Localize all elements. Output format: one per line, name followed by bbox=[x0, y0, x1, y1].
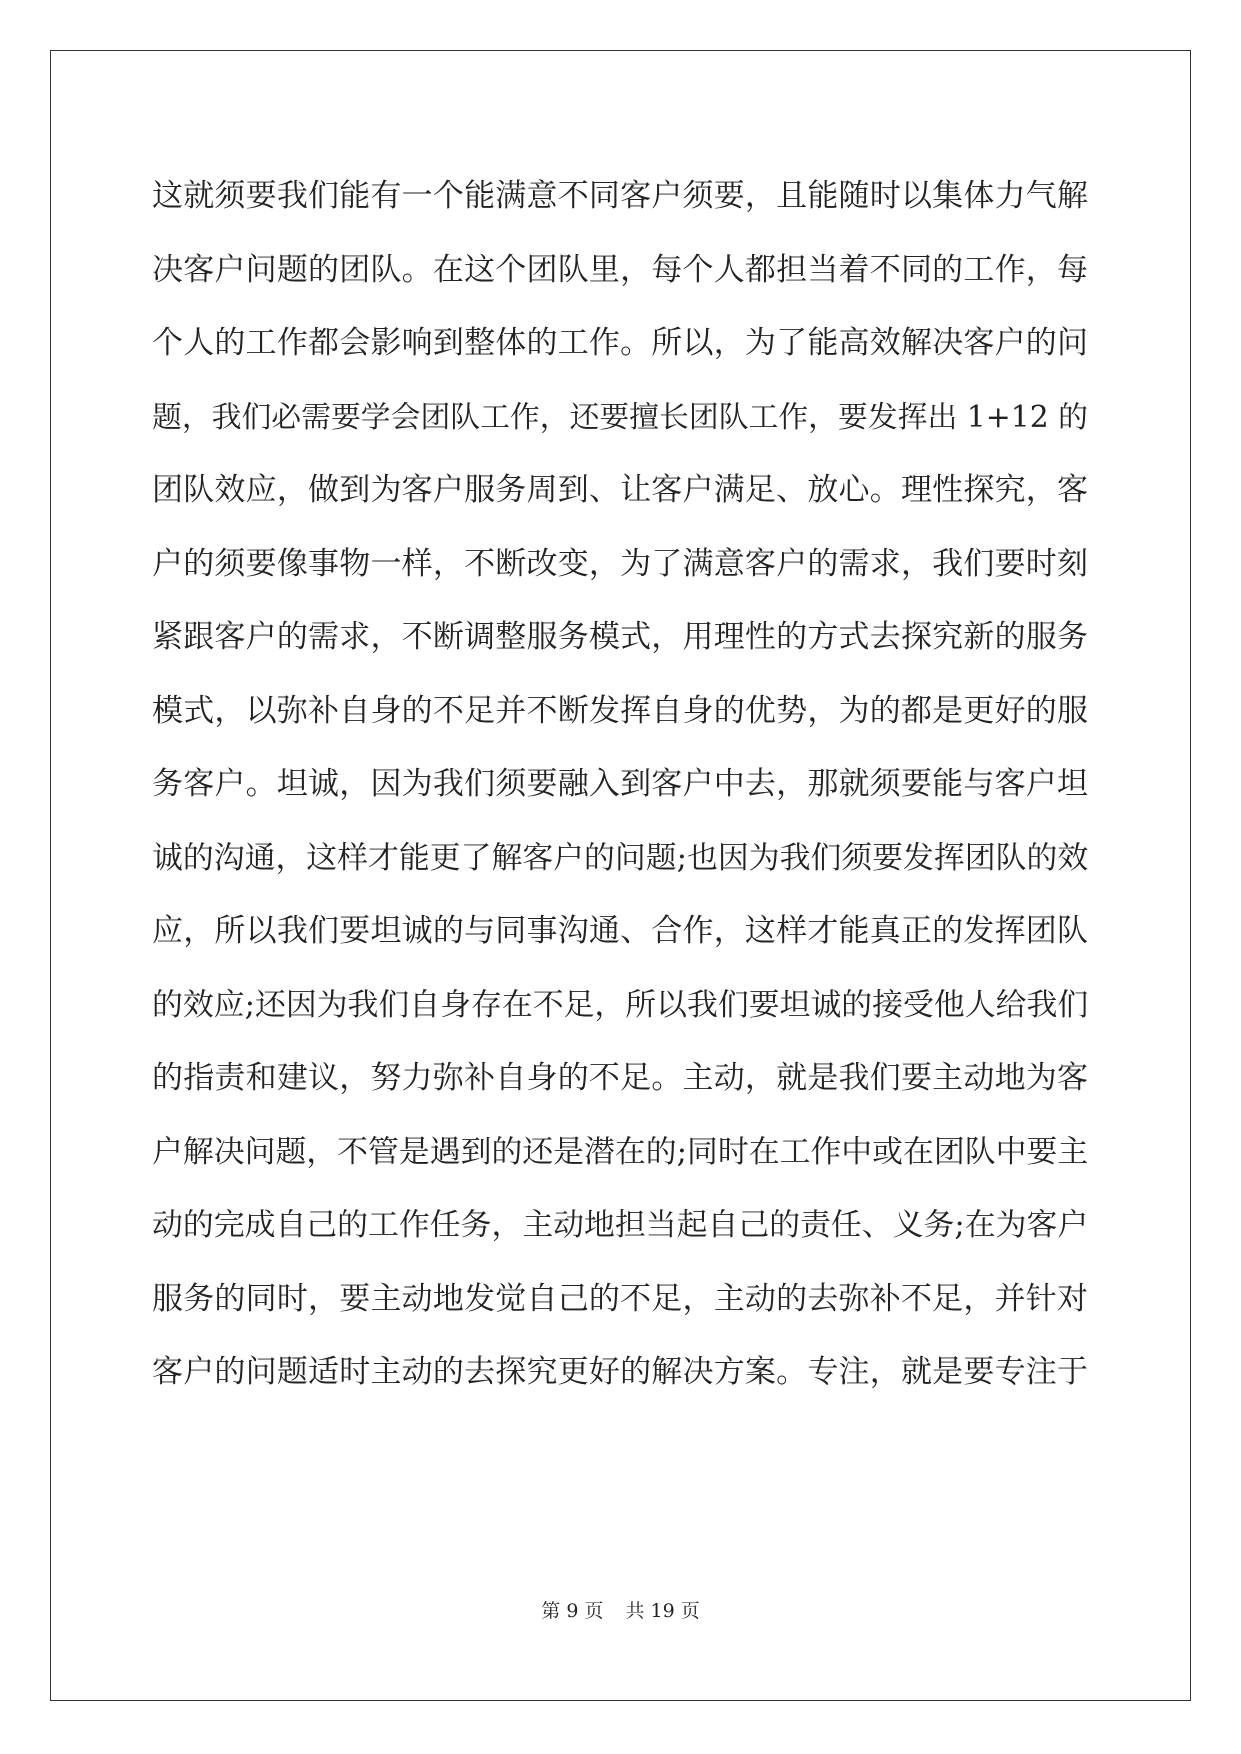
text-line: 的指责和建议，努力弥补自身的不足。主动，就是我们要主动地为客 bbox=[152, 1060, 1088, 1096]
text-line: 题，我们必需要学会团队工作，还要擅长团队工作，要发挥出 1+12 的 bbox=[152, 399, 1088, 435]
text-line: 户解决问题，不管是遇到的还是潜在的;同时在工作中或在团队中要主 bbox=[152, 1133, 1089, 1170]
text-line: 应，所以我们要坦诚的与同事沟通、合作，这样才能真正的发挥团队 bbox=[152, 913, 1088, 949]
page-number: 第 9 页 bbox=[541, 1600, 604, 1622]
text-line: 动的完成自己的工作任务，主动地担当起自己的责任、义务;在为客户 bbox=[152, 1207, 1089, 1243]
text-line: 这就须要我们能有一个能满意不同客户须要，且能随时以集体力气解 bbox=[152, 178, 1088, 214]
text-line: 户的须要像事物一样，不断改变，为了满意客户的需求，我们要时刻 bbox=[152, 545, 1088, 582]
text-line: 的效应;还因为我们自身存在不足，所以我们要坦诚的接受他人给我们 bbox=[152, 986, 1089, 1023]
text-line: 模式，以弥补自身的不足并不断发挥自身的优势，为的都是更好的服 bbox=[152, 692, 1088, 729]
text-line: 诚的沟通，这样才能更了解客户的问题;也因为我们须要发挥团队的效 bbox=[152, 839, 1089, 876]
text-line: 服务的同时，要主动地发觉自己的不足，主动的去弥补不足，并针对 bbox=[152, 1280, 1088, 1317]
text-line: 团队效应，做到为客户服务周到、让客户满足、放心。理性探究，客 bbox=[152, 472, 1088, 508]
text-line: 客户的问题适时主动的去探究更好的解决方案。专注，就是要专注于 bbox=[152, 1354, 1088, 1390]
text-line: 决客户问题的团队。在这个团队里，每个人都担当着不同的工作，每 bbox=[152, 251, 1088, 288]
text-line: 个人的工作都会影响到整体的工作。所以，为了能高效解决客户的问 bbox=[152, 325, 1088, 361]
page-footer bbox=[0, 1596, 1241, 1623]
page-total: 共 19 页 bbox=[625, 1600, 700, 1622]
text-line: 紧跟客户的需求，不断调整服务模式，用理性的方式去探究新的服务 bbox=[152, 619, 1088, 655]
text-line: 务客户。坦诚，因为我们须要融入到客户中去，那就须要能与客户坦 bbox=[152, 766, 1088, 802]
document-body bbox=[152, 160, 1088, 1410]
